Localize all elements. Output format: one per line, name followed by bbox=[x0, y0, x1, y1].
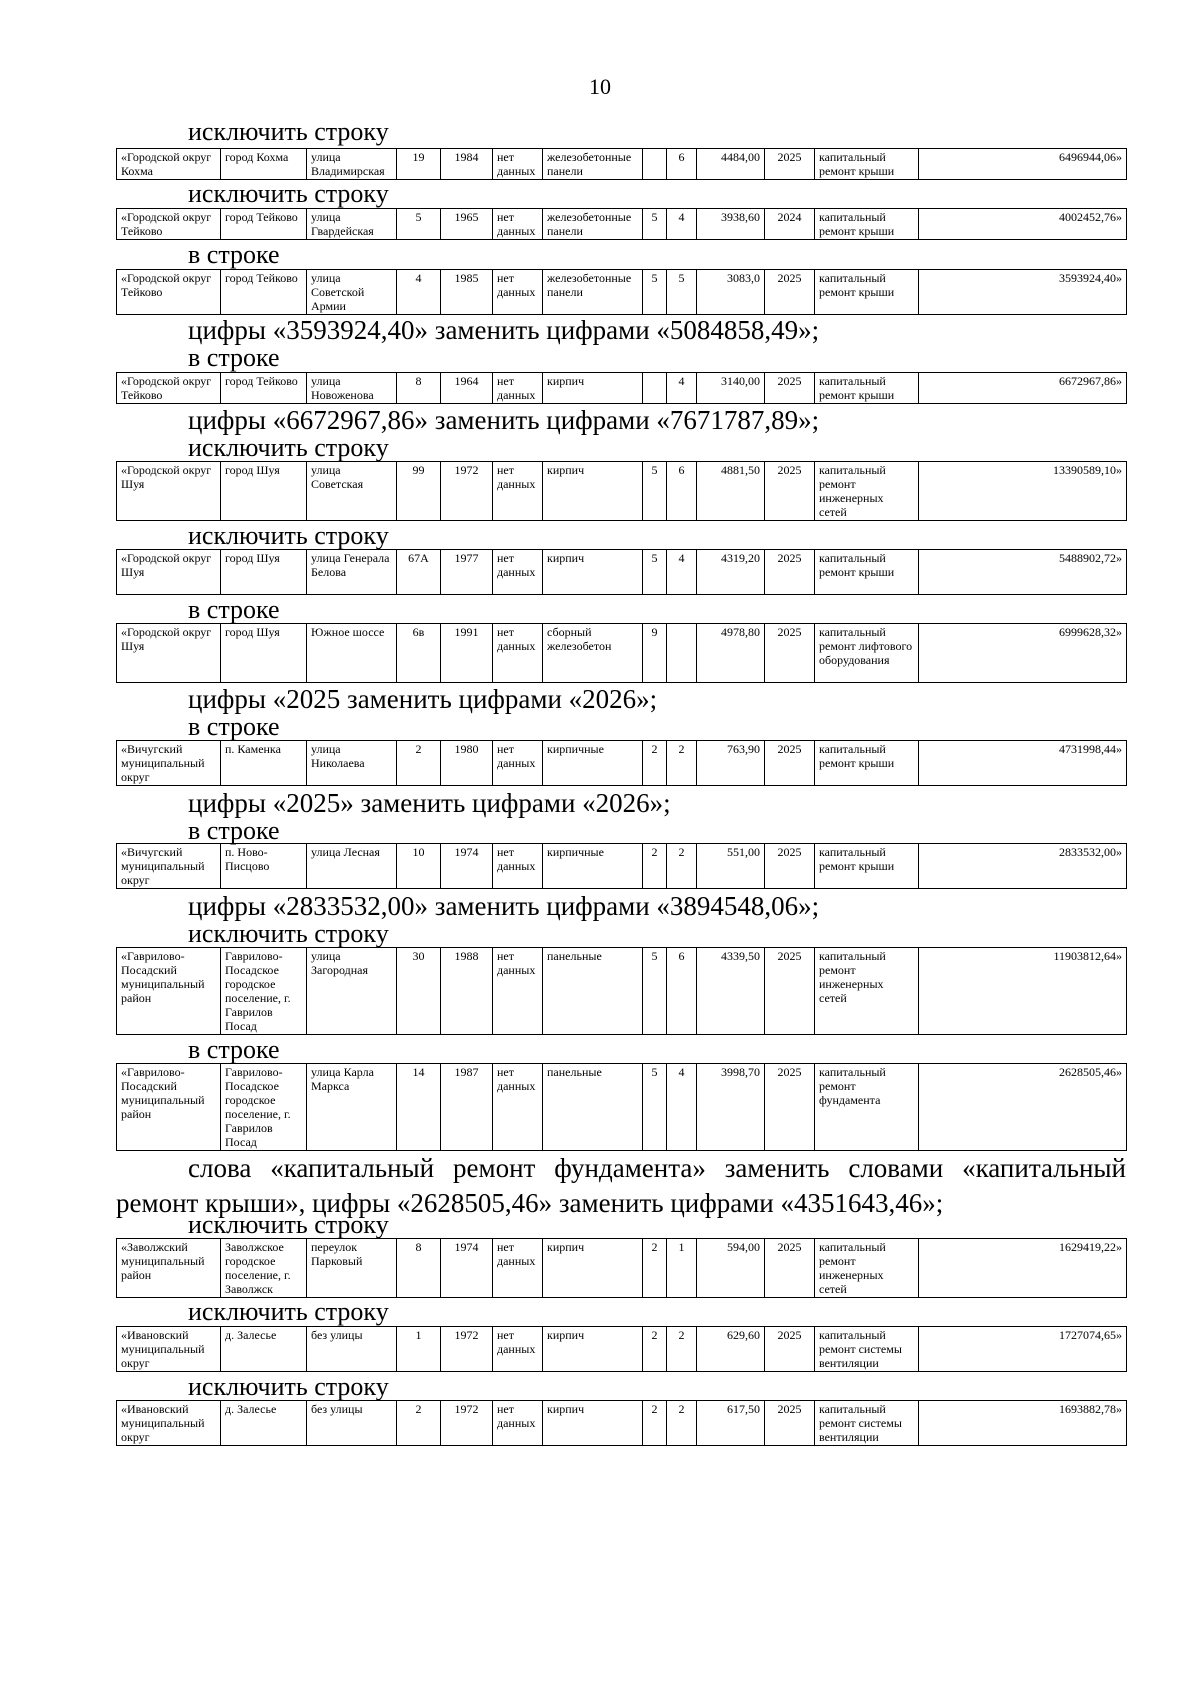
table-row bbox=[117, 1239, 1127, 1298]
block-caption: в строке bbox=[188, 343, 280, 372]
table-cell: 4484,00 bbox=[697, 149, 765, 180]
table-cell: улица Советская bbox=[307, 462, 397, 521]
table-cell: улица Владимирская bbox=[307, 149, 397, 180]
table-cell: железобетонные панели bbox=[543, 209, 643, 240]
table-cell: 5 bbox=[643, 462, 667, 521]
table-cell: 5 bbox=[643, 270, 667, 315]
block-caption: в строке bbox=[188, 1035, 280, 1064]
table-cell: Гаврилово-Посадское городское поселение, г. Гаврилов Посад bbox=[221, 1064, 307, 1151]
table-cell: нет данных bbox=[493, 624, 543, 683]
table-cell: 4319,20 bbox=[697, 550, 765, 595]
table-cell: нет данных bbox=[493, 462, 543, 521]
table-cell: 1984 bbox=[441, 149, 493, 180]
table-cell: нет данных bbox=[493, 209, 543, 240]
block-caption: в строке bbox=[188, 595, 280, 624]
table-cell: 2025 bbox=[765, 149, 815, 180]
block-row bbox=[116, 947, 1126, 1035]
table-cell: 4 bbox=[397, 270, 441, 315]
table-cell: нет данных bbox=[493, 373, 543, 404]
table-cell: 8 bbox=[397, 373, 441, 404]
table-cell: капитальный ремонт фундамента bbox=[815, 1064, 919, 1151]
table-cell: 19 bbox=[397, 149, 441, 180]
table-cell: 1988 bbox=[441, 948, 493, 1035]
block-caption: исключить строку bbox=[188, 1297, 389, 1326]
table-cell: 1964 bbox=[441, 373, 493, 404]
table-cell: 3593924,40» bbox=[919, 270, 1127, 315]
block-row bbox=[116, 1400, 1126, 1446]
table-cell: «Городской округ Шуя bbox=[117, 624, 221, 683]
table-row bbox=[117, 209, 1127, 240]
table-cell: 9 bbox=[643, 624, 667, 683]
table-cell: д. Залесье bbox=[221, 1401, 307, 1446]
table-cell: 2 bbox=[667, 1401, 697, 1446]
table-cell: 2 bbox=[643, 1239, 667, 1298]
table-cell: 6 bbox=[667, 149, 697, 180]
row-table bbox=[116, 208, 1127, 240]
block-caption: исключить строку bbox=[188, 919, 389, 948]
table-cell: без улицы bbox=[307, 1327, 397, 1372]
table-cell: 2025 bbox=[765, 948, 815, 1035]
table-cell: кирпичные bbox=[543, 741, 643, 786]
table-cell: нет данных bbox=[493, 1327, 543, 1372]
block-row bbox=[116, 1063, 1126, 1151]
table-cell: 551,00 bbox=[697, 844, 765, 889]
table-cell: 3938,60 bbox=[697, 209, 765, 240]
table-row bbox=[117, 373, 1127, 404]
table-cell: 99 bbox=[397, 462, 441, 521]
table-cell: 4978,80 bbox=[697, 624, 765, 683]
block-caption: в строке bbox=[188, 240, 280, 269]
block-row bbox=[116, 1238, 1126, 1298]
table-cell: 2025 bbox=[765, 373, 815, 404]
block-row bbox=[116, 843, 1126, 889]
table-cell: 4339,50 bbox=[697, 948, 765, 1035]
table-cell: железобетонные панели bbox=[543, 149, 643, 180]
table-cell: 2628505,46» bbox=[919, 1064, 1127, 1151]
table-cell: 1980 bbox=[441, 741, 493, 786]
table-cell: 6 bbox=[667, 948, 697, 1035]
block-caption: исключить строку bbox=[188, 179, 389, 208]
table-cell: 2025 bbox=[765, 462, 815, 521]
table-cell: город Тейково bbox=[221, 373, 307, 404]
table-cell: 763,90 bbox=[697, 741, 765, 786]
table-cell: 1972 bbox=[441, 1401, 493, 1446]
table-cell: 5 bbox=[643, 948, 667, 1035]
table-cell bbox=[643, 149, 667, 180]
table-cell: 2 bbox=[643, 1401, 667, 1446]
table-cell: кирпичные bbox=[543, 844, 643, 889]
table-cell: 6672967,86» bbox=[919, 373, 1127, 404]
table-cell: 617,50 bbox=[697, 1401, 765, 1446]
table-cell: «Гаврилово-Посадский муниципальный район bbox=[117, 948, 221, 1035]
table-cell: «Городской округ Тейково bbox=[117, 373, 221, 404]
row-table bbox=[116, 1326, 1127, 1372]
table-cell: 2833532,00» bbox=[919, 844, 1127, 889]
table-cell: 2025 bbox=[765, 550, 815, 595]
table-cell: «Ивановский муниципальный округ bbox=[117, 1327, 221, 1372]
table-cell: 6в bbox=[397, 624, 441, 683]
table-cell: улица Гвардейская bbox=[307, 209, 397, 240]
table-cell: 1727074,65» bbox=[919, 1327, 1127, 1372]
table-cell: 10 bbox=[397, 844, 441, 889]
table-cell: 4 bbox=[667, 550, 697, 595]
block-caption: исключить строку bbox=[188, 1210, 389, 1239]
table-cell: нет данных bbox=[493, 149, 543, 180]
table-cell: 2 bbox=[667, 741, 697, 786]
table-cell: 2 bbox=[397, 741, 441, 786]
table-cell: 2025 bbox=[765, 624, 815, 683]
block-row bbox=[116, 623, 1126, 683]
table-cell: капитальный ремонт крыши bbox=[815, 373, 919, 404]
row-table bbox=[116, 549, 1127, 595]
table-cell: капитальный ремонт системы вентиляции bbox=[815, 1401, 919, 1446]
table-cell: 2 bbox=[643, 844, 667, 889]
table-cell: 1977 bbox=[441, 550, 493, 595]
table-cell: 5 bbox=[643, 209, 667, 240]
table-cell: «Городской округ Шуя bbox=[117, 550, 221, 595]
table-cell: 14 bbox=[397, 1064, 441, 1151]
table-cell: капитальный ремонт инженерных сетей bbox=[815, 948, 919, 1035]
table-cell: капитальный ремонт крыши bbox=[815, 550, 919, 595]
table-cell: 594,00 bbox=[697, 1239, 765, 1298]
table-cell: нет данных bbox=[493, 550, 543, 595]
table-cell: 2 bbox=[397, 1401, 441, 1446]
row-table bbox=[116, 461, 1127, 521]
table-cell: 1972 bbox=[441, 1327, 493, 1372]
table-cell: капитальный ремонт крыши bbox=[815, 209, 919, 240]
table-cell: 4002452,76» bbox=[919, 209, 1127, 240]
block-paragraph: слова «капитальный ремонт фундамента» заменить словами «капитальный ремонт крыши», цифры «2628505,46» заменить цифрами «4351643,46»; bbox=[116, 1153, 1126, 1218]
table-cell: улица Генерала Белова bbox=[307, 550, 397, 595]
table-cell: 1972 bbox=[441, 462, 493, 521]
block-caption: исключить строку bbox=[188, 117, 389, 146]
table-cell: 5 bbox=[667, 270, 697, 315]
table-cell: город Тейково bbox=[221, 209, 307, 240]
table-cell: «Городской округ Шуя bbox=[117, 462, 221, 521]
table-cell: 3083,0 bbox=[697, 270, 765, 315]
table-cell: железобетонные панели bbox=[543, 270, 643, 315]
block-caption: исключить строку bbox=[188, 433, 389, 462]
block-text: цифры «2025 заменить цифрами «2026»; bbox=[188, 684, 658, 714]
table-cell bbox=[667, 624, 697, 683]
block-caption: исключить строку bbox=[188, 521, 389, 550]
row-table bbox=[116, 1238, 1127, 1298]
table-cell: «Вичугский муниципальный округ bbox=[117, 741, 221, 786]
table-row bbox=[117, 462, 1127, 521]
row-table bbox=[116, 623, 1127, 683]
table-cell: 4 bbox=[667, 373, 697, 404]
table-cell: 1 bbox=[667, 1239, 697, 1298]
block-row bbox=[116, 549, 1126, 595]
block-text: цифры «2833532,00» заменить цифрами «3894548,06»; bbox=[188, 891, 820, 921]
block-caption: в строке bbox=[188, 712, 280, 741]
table-cell: город Шуя bbox=[221, 462, 307, 521]
table-cell: переулок Парковый bbox=[307, 1239, 397, 1298]
table-cell: 4 bbox=[667, 209, 697, 240]
block-caption: в строке bbox=[188, 816, 280, 845]
table-cell: нет данных bbox=[493, 270, 543, 315]
table-cell: 629,60 bbox=[697, 1327, 765, 1372]
table-cell: 2024 bbox=[765, 209, 815, 240]
table-cell: 4 bbox=[667, 1064, 697, 1151]
table-cell: 2025 bbox=[765, 270, 815, 315]
table-cell: нет данных bbox=[493, 1239, 543, 1298]
table-cell: Заволжское городское поселение, г. Заволжск bbox=[221, 1239, 307, 1298]
table-cell: 1974 bbox=[441, 844, 493, 889]
row-table bbox=[116, 372, 1127, 404]
table-cell: капитальный ремонт лифтового оборудования bbox=[815, 624, 919, 683]
table-cell: 2025 bbox=[765, 1064, 815, 1151]
table-cell: улица Загородная bbox=[307, 948, 397, 1035]
table-cell: 8 bbox=[397, 1239, 441, 1298]
table-cell: нет данных bbox=[493, 948, 543, 1035]
table-cell: нет данных bbox=[493, 1401, 543, 1446]
table-cell: город Шуя bbox=[221, 624, 307, 683]
table-cell: улица Лесная bbox=[307, 844, 397, 889]
table-cell: 1985 bbox=[441, 270, 493, 315]
table-cell: капитальный ремонт крыши bbox=[815, 741, 919, 786]
table-cell: 2025 bbox=[765, 741, 815, 786]
block-text: цифры «3593924,40» заменить цифрами «5084858,49»; bbox=[188, 315, 820, 345]
table-cell: кирпич bbox=[543, 462, 643, 521]
table-cell: 1974 bbox=[441, 1239, 493, 1298]
table-cell bbox=[643, 373, 667, 404]
table-row bbox=[117, 741, 1127, 786]
table-cell: 13390589,10» bbox=[919, 462, 1127, 521]
table-cell: п. Каменка bbox=[221, 741, 307, 786]
block-caption: исключить строку bbox=[188, 1372, 389, 1401]
block-row bbox=[116, 461, 1126, 521]
table-cell: улица Карла Маркса bbox=[307, 1064, 397, 1151]
table-cell: капитальный ремонт крыши bbox=[815, 149, 919, 180]
row-table bbox=[116, 947, 1127, 1035]
row-table bbox=[116, 740, 1127, 786]
table-cell: город Тейково bbox=[221, 270, 307, 315]
table-row bbox=[117, 1064, 1127, 1151]
page-number: 10 bbox=[589, 74, 611, 99]
table-cell: 5 bbox=[397, 209, 441, 240]
table-row bbox=[117, 550, 1127, 595]
table-cell: кирпич bbox=[543, 1401, 643, 1446]
block-row bbox=[116, 740, 1126, 786]
table-cell: 67А bbox=[397, 550, 441, 595]
table-cell: 2 bbox=[667, 1327, 697, 1372]
block-text: цифры «2025» заменить цифрами «2026»; bbox=[188, 788, 671, 818]
table-cell: город Шуя bbox=[221, 550, 307, 595]
table-cell: Гаврилово-Посадское городское поселение, г. Гаврилов Посад bbox=[221, 948, 307, 1035]
table-cell: «Заволжский муниципальный район bbox=[117, 1239, 221, 1298]
table-cell: 1693882,78» bbox=[919, 1401, 1127, 1446]
table-cell: капитальный ремонт инженерных сетей bbox=[815, 1239, 919, 1298]
table-cell: 5 bbox=[643, 550, 667, 595]
table-cell: сборный железобетон bbox=[543, 624, 643, 683]
table-cell: 1 bbox=[397, 1327, 441, 1372]
table-row bbox=[117, 1327, 1127, 1372]
table-row bbox=[117, 624, 1127, 683]
table-cell: «Ивановский муниципальный округ bbox=[117, 1401, 221, 1446]
row-table bbox=[116, 1400, 1127, 1446]
table-cell: 1987 bbox=[441, 1064, 493, 1151]
table-row bbox=[117, 948, 1127, 1035]
block-row bbox=[116, 372, 1126, 404]
table-cell: кирпич bbox=[543, 373, 643, 404]
table-cell: нет данных bbox=[493, 741, 543, 786]
table-cell: кирпич bbox=[543, 550, 643, 595]
table-cell: «Гаврилово-Посадский муниципальный район bbox=[117, 1064, 221, 1151]
table-cell: 6496944,06» bbox=[919, 149, 1127, 180]
block-row bbox=[116, 269, 1126, 315]
row-table bbox=[116, 148, 1127, 180]
table-cell: кирпич bbox=[543, 1239, 643, 1298]
table-cell: 2 bbox=[643, 741, 667, 786]
table-cell: капитальный ремонт системы вентиляции bbox=[815, 1327, 919, 1372]
table-cell: нет данных bbox=[493, 1064, 543, 1151]
table-row bbox=[117, 1401, 1127, 1446]
table-cell: 2 bbox=[667, 844, 697, 889]
table-cell: панельные bbox=[543, 1064, 643, 1151]
block-text: цифры «6672967,86» заменить цифрами «7671787,89»; bbox=[188, 405, 820, 435]
row-table bbox=[116, 843, 1127, 889]
table-cell: 2025 bbox=[765, 844, 815, 889]
table-cell: 2025 bbox=[765, 1401, 815, 1446]
table-cell: 3998,70 bbox=[697, 1064, 765, 1151]
table-cell: 5 bbox=[643, 1064, 667, 1151]
table-cell: 3140,00 bbox=[697, 373, 765, 404]
table-cell: капитальный ремонт крыши bbox=[815, 844, 919, 889]
table-cell: 5488902,72» bbox=[919, 550, 1127, 595]
block-row bbox=[116, 148, 1126, 180]
table-cell: «Городской округ Тейково bbox=[117, 209, 221, 240]
table-cell: 4881,50 bbox=[697, 462, 765, 521]
table-row bbox=[117, 270, 1127, 315]
block-row bbox=[116, 1326, 1126, 1372]
table-cell: город Кохма bbox=[221, 149, 307, 180]
table-row bbox=[117, 149, 1127, 180]
table-cell: улица Новоженова bbox=[307, 373, 397, 404]
table-cell: «Городской округ Тейково bbox=[117, 270, 221, 315]
row-table bbox=[116, 269, 1127, 315]
table-cell: Южное шоссе bbox=[307, 624, 397, 683]
table-cell: улица Советской Армии bbox=[307, 270, 397, 315]
table-cell: 1965 bbox=[441, 209, 493, 240]
table-cell: 2025 bbox=[765, 1327, 815, 1372]
table-cell: 30 bbox=[397, 948, 441, 1035]
table-cell: 4731998,44» bbox=[919, 741, 1127, 786]
row-table bbox=[116, 1063, 1127, 1151]
table-cell: улица Николаева bbox=[307, 741, 397, 786]
table-row bbox=[117, 844, 1127, 889]
block-row bbox=[116, 208, 1126, 240]
table-cell: «Вичугский муниципальный округ bbox=[117, 844, 221, 889]
table-cell: «Городской округ Кохма bbox=[117, 149, 221, 180]
table-cell: 6 bbox=[667, 462, 697, 521]
table-cell: 6999628,32» bbox=[919, 624, 1127, 683]
table-cell: п. Ново-Писцово bbox=[221, 844, 307, 889]
table-cell: кирпич bbox=[543, 1327, 643, 1372]
table-cell: панельные bbox=[543, 948, 643, 1035]
table-cell: капитальный ремонт крыши bbox=[815, 270, 919, 315]
table-cell: без улицы bbox=[307, 1401, 397, 1446]
table-cell: д. Залесье bbox=[221, 1327, 307, 1372]
table-cell: 2025 bbox=[765, 1239, 815, 1298]
table-cell: 1629419,22» bbox=[919, 1239, 1127, 1298]
table-cell: 2 bbox=[643, 1327, 667, 1372]
table-cell: капитальный ремонт инженерных сетей bbox=[815, 462, 919, 521]
table-cell: нет данных bbox=[493, 844, 543, 889]
table-cell: 11903812,64» bbox=[919, 948, 1127, 1035]
table-cell: 1991 bbox=[441, 624, 493, 683]
